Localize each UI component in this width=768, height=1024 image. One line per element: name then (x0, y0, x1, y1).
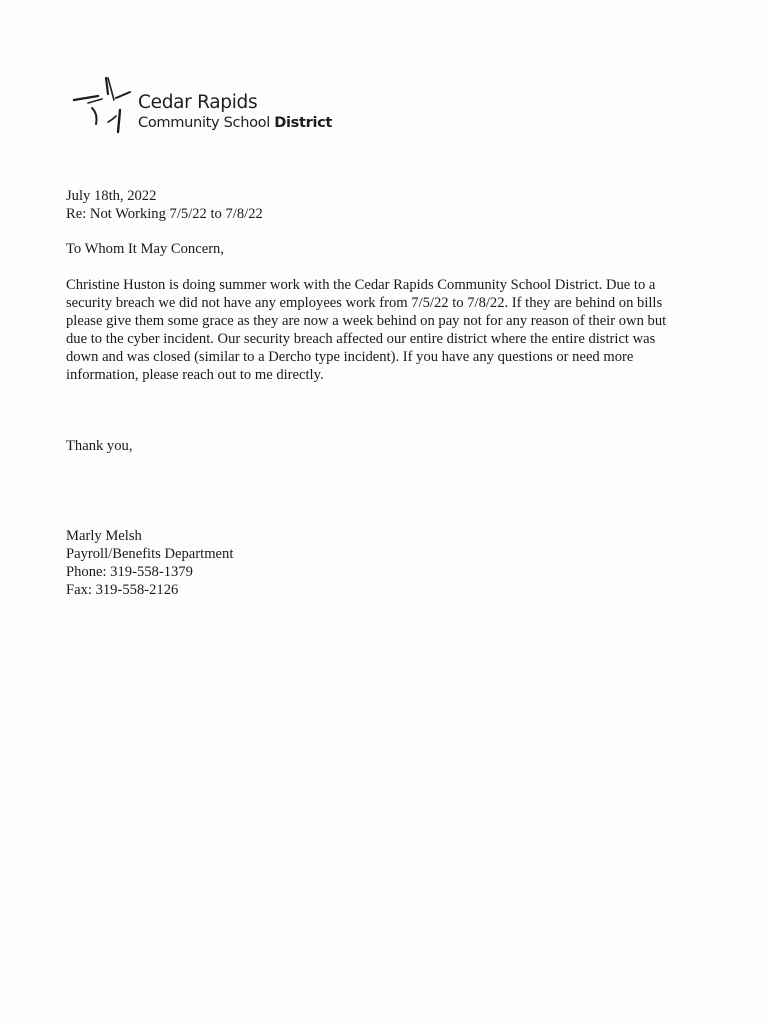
org-name-line2-part1: Community School (138, 114, 275, 131)
body-line: please give them some grace as they are now a week behind on pay not for any reason of their own but (66, 313, 667, 329)
body-line: due to the cyber incident. Our security breach affected our entire district where the entire district was (66, 331, 656, 347)
letter-date: July 18th, 2022 (66, 188, 157, 204)
letter-closing: Thank you, (66, 438, 133, 454)
body-line: information, please reach out to me directly. (66, 367, 324, 383)
body-line: security breach we did not have any employees work from 7/5/22 to 7/8/22. If they are behind on bills (66, 295, 663, 311)
signer-department: Payroll/Benefits Department (66, 546, 234, 562)
signer-name: Marly Melsh (66, 528, 142, 544)
body-line: down and was closed (similar to a Dercho type incident). If you have any questions or need more (66, 349, 634, 365)
letter-salutation: To Whom It May Concern, (66, 241, 224, 257)
signer-phone: Phone: 319-558-1379 (66, 564, 193, 580)
letter-body (66, 276, 706, 384)
star-logo-icon (72, 72, 132, 136)
district-letterhead (72, 72, 392, 142)
org-name-line2 (138, 114, 332, 132)
org-name-line2-part2: District (274, 114, 333, 131)
org-name-line1: Cedar Rapids (138, 92, 258, 113)
letter-subject: Re: Not Working 7/5/22 to 7/8/22 (66, 206, 263, 222)
signer-fax: Fax: 319-558-2126 (66, 582, 179, 598)
body-line: Christine Huston is doing summer work with the Cedar Rapids Community School District. Due to a (66, 277, 656, 293)
